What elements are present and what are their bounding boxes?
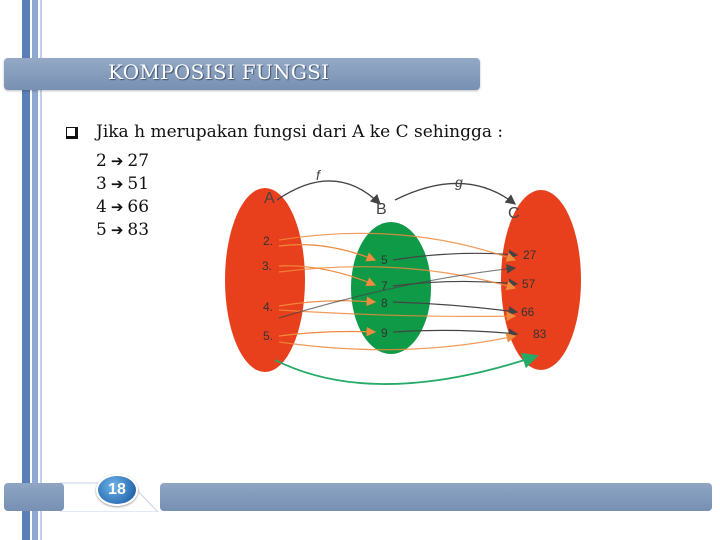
mapping-to: 27 bbox=[127, 151, 150, 171]
set-a-label: A bbox=[264, 190, 275, 207]
footer-banner bbox=[160, 483, 712, 511]
mapping-from: 2 bbox=[96, 151, 107, 171]
mapping-to: 66 bbox=[127, 197, 150, 217]
composition-diagram bbox=[215, 160, 585, 400]
set-a-element: 2. bbox=[263, 234, 274, 248]
arrow-right-icon: ➔ bbox=[110, 175, 124, 193]
mapping-item bbox=[96, 173, 149, 196]
set-a-element: 5. bbox=[263, 329, 274, 343]
mapping-item bbox=[96, 219, 149, 242]
set-c-element: 57 bbox=[522, 277, 536, 291]
set-b-element: 9 bbox=[381, 326, 388, 340]
function-g-label: g bbox=[455, 174, 463, 190]
arrow-right-icon: ➔ bbox=[110, 152, 124, 170]
set-b-element: 5 bbox=[381, 253, 388, 267]
set-c-element: 66 bbox=[521, 305, 535, 319]
h-composite-arrow-green bbox=[275, 356, 537, 384]
set-b-label: B bbox=[376, 201, 387, 218]
set-b-element: 8 bbox=[381, 296, 388, 310]
mapping-item bbox=[96, 196, 149, 219]
mapping-from: 5 bbox=[96, 220, 107, 240]
mapping-list bbox=[96, 150, 149, 242]
set-a-element: 3. bbox=[262, 259, 273, 273]
arrow-right-icon: ➔ bbox=[110, 221, 124, 239]
function-f-label: f bbox=[316, 167, 320, 183]
page-number-badge: 18 bbox=[96, 474, 138, 506]
mapping-to: 83 bbox=[127, 220, 150, 240]
mapping-from: 3 bbox=[96, 174, 107, 194]
mapping-to: 51 bbox=[127, 174, 150, 194]
function-f-arrow bbox=[277, 181, 380, 204]
set-c-element: 27 bbox=[523, 248, 537, 262]
arrow-right-icon: ➔ bbox=[110, 198, 124, 216]
set-b-element: 7 bbox=[381, 279, 388, 293]
set-c-label: C bbox=[508, 205, 520, 222]
intro-text: Jika h merupakan fungsi dari A ke C sehingga : bbox=[96, 122, 504, 142]
slide-title: KOMPOSISI FUNGSI bbox=[108, 60, 330, 84]
footer-banner-left bbox=[4, 483, 64, 511]
set-a-element: 4. bbox=[263, 300, 274, 314]
checkbox-bullet-icon bbox=[66, 127, 78, 139]
mapping-item bbox=[96, 150, 149, 173]
mapping-from: 4 bbox=[96, 197, 107, 217]
set-b-ellipse bbox=[351, 222, 431, 354]
set-c-element: 83 bbox=[533, 327, 547, 341]
